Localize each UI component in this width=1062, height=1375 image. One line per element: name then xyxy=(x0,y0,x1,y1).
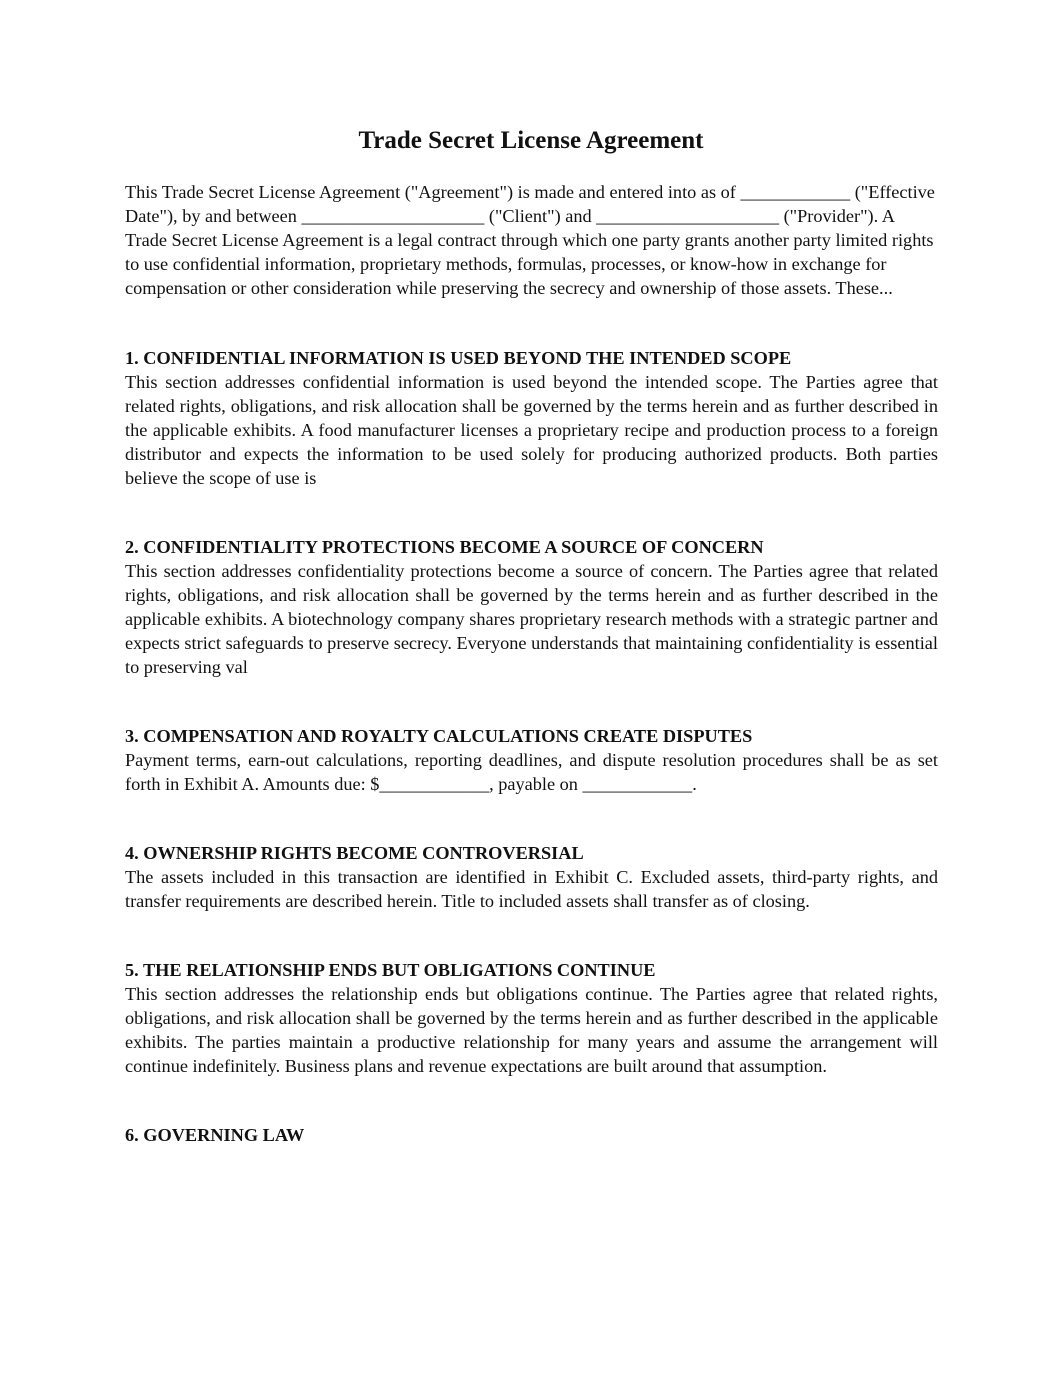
section-heading: 6. GOVERNING LAW xyxy=(125,1125,305,1145)
section-heading: 1. CONFIDENTIAL INFORMATION IS USED BEYOND THE INTENDED SCOPE xyxy=(125,348,792,368)
section-body: Payment terms, earn-out calculations, reporting deadlines, and dispute resolution procedures shall be as set forth in Exhibit A. Amounts due: $____________, payable on ____________. xyxy=(125,750,938,794)
section-1 xyxy=(125,346,938,490)
section-6 xyxy=(125,1123,938,1147)
section-heading: 4. OWNERSHIP RIGHTS BECOME CONTROVERSIAL xyxy=(125,843,584,863)
intro-paragraph: This Trade Secret License Agreement ("Agreement") is made and entered into as of ____________ ("Effective Date"), by and between ____________________ ("Client") and ____________________ ("Provider"). A Trade Secret License Agreement is a legal contract through which one party grants another party limited rights to use confidential information, proprietary methods, formulas, processes, or know-how in exchange for compensation or other consideration while preserving the secrecy and ownership of those assets. These... xyxy=(125,182,935,298)
section-heading: 3. COMPENSATION AND ROYALTY CALCULATIONS CREATE DISPUTES xyxy=(125,726,753,746)
section-5 xyxy=(125,958,938,1078)
section-heading: 2. CONFIDENTIALITY PROTECTIONS BECOME A SOURCE OF CONCERN xyxy=(125,537,764,557)
section-3 xyxy=(125,724,938,796)
document-title: Trade Secret License Agreement xyxy=(358,127,704,154)
section-heading: 5. THE RELATIONSHIP ENDS BUT OBLIGATIONS CONTINUE xyxy=(125,960,656,980)
section-4 xyxy=(125,841,938,913)
document-content xyxy=(125,180,938,1147)
section-2 xyxy=(125,535,938,679)
section-body: This section addresses the relationship ends but obligations continue. The Parties agree that related rights, obligations, and risk allocation shall be governed by the terms herein and as further described in the applicable exhibits. The parties maintain a productive relationship for many years and assume the arrangement will continue indefinitely. Business plans and revenue expectations are built around that assumption. xyxy=(125,984,938,1076)
section-body: The assets included in this transaction are identified in Exhibit C. Excluded assets, third-party rights, and transfer requirements are described herein. Title to included assets shall transfer as of closing. xyxy=(125,867,938,911)
section-body: This section addresses confidential information is used beyond the intended scope. The Parties agree that related rights, obligations, and risk allocation shall be governed by the terms herein and as further described in the applicable exhibits. A food manufacturer licenses a proprietary recipe and production process to a foreign distributor and expects the information to be used solely for producing authorized products. Both parties believe the scope of use is xyxy=(125,372,938,488)
section-body: This section addresses confidentiality protections become a source of concern. The Parties agree that related rights, obligations, and risk allocation shall be governed by the terms herein and as further described in the applicable exhibits. A biotechnology company shares proprietary research methods with a strategic partner and expects strict safeguards to preserve secrecy. Everyone understands that maintaining confidentiality is essential to preserving val xyxy=(125,561,938,677)
